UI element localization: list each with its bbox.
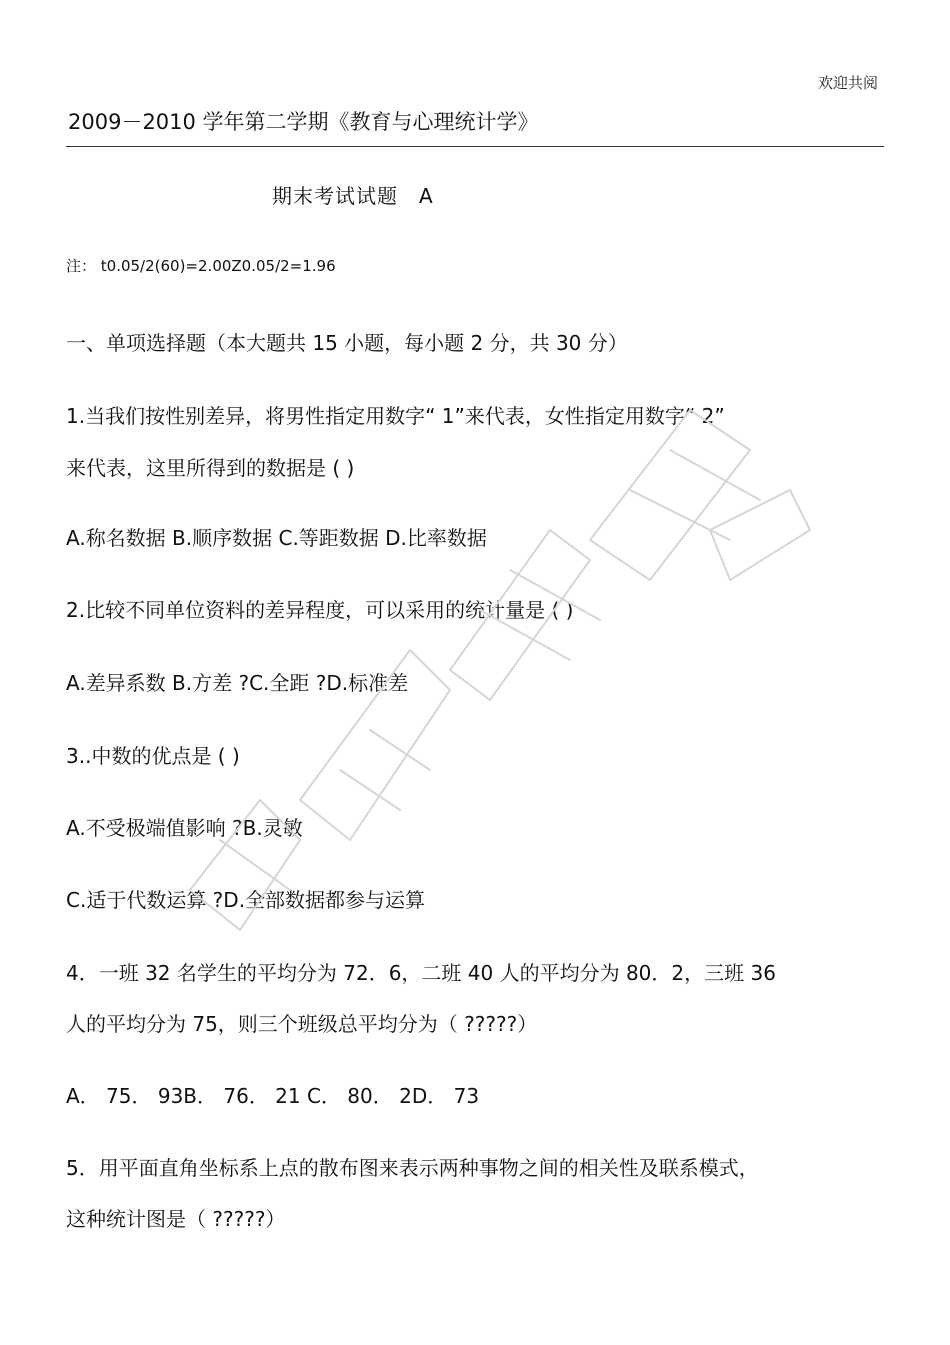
title-divider bbox=[66, 146, 884, 147]
document-title: 2009－2010 学年第二学期《教育与心理统计学》 bbox=[68, 110, 539, 134]
question-1-options: A.称名数据 B.顺序数据 C.等距数据 D.比率数据 bbox=[66, 526, 487, 550]
exam-subtitle: 期末考试试题 A bbox=[272, 184, 434, 208]
question-5-line-1: 5．用平面直角坐标系上点的散布图来表示两种事物之间的相关性及联系模式， bbox=[66, 1156, 759, 1180]
question-1-line-2: 来代表，这里所得到的数据是 ( ) bbox=[66, 456, 355, 480]
question-3-options-cd: C.适于代数运算 ?D.全部数据都参与运算 bbox=[66, 888, 426, 912]
section-heading: 一、单项选择题（本大题共 15 小题，每小题 2 分，共 30 分） bbox=[66, 331, 628, 355]
question-2: 2.比较不同单位资料的差异程度，可以采用的统计量是 ( ) bbox=[66, 598, 574, 622]
question-2-options: A.差异系数 B.方差 ?C.全距 ?D.标准差 bbox=[66, 671, 409, 695]
question-4-line-1: 4．一班 32 名学生的平均分为 72．6，二班 40 人的平均分为 80．2，三班 36 bbox=[66, 961, 776, 985]
question-1-line-1: 1.当我们按性别差异，将男性指定用数字“ 1”来代表，女性指定用数字“ 2” bbox=[66, 404, 725, 428]
question-3: 3..中数的优点是 ( ) bbox=[66, 744, 240, 768]
question-3-options-ab: A.不受极端值影响 ?B.灵敏 bbox=[66, 816, 303, 840]
question-4-line-2: 人的平均分为 75，则三个班级总平均分为（ ?????） bbox=[66, 1012, 538, 1036]
header-note: 欢迎共阅 bbox=[817, 74, 878, 92]
formula-note: 注： t0.05/2(60)=2.00Z0.05/2=1.96 bbox=[66, 257, 336, 275]
question-5-line-2: 这种统计图是（ ?????） bbox=[66, 1207, 286, 1231]
question-4-options: A． 75． 93B． 76． 21 C． 80． 2D． 73 bbox=[66, 1084, 480, 1108]
